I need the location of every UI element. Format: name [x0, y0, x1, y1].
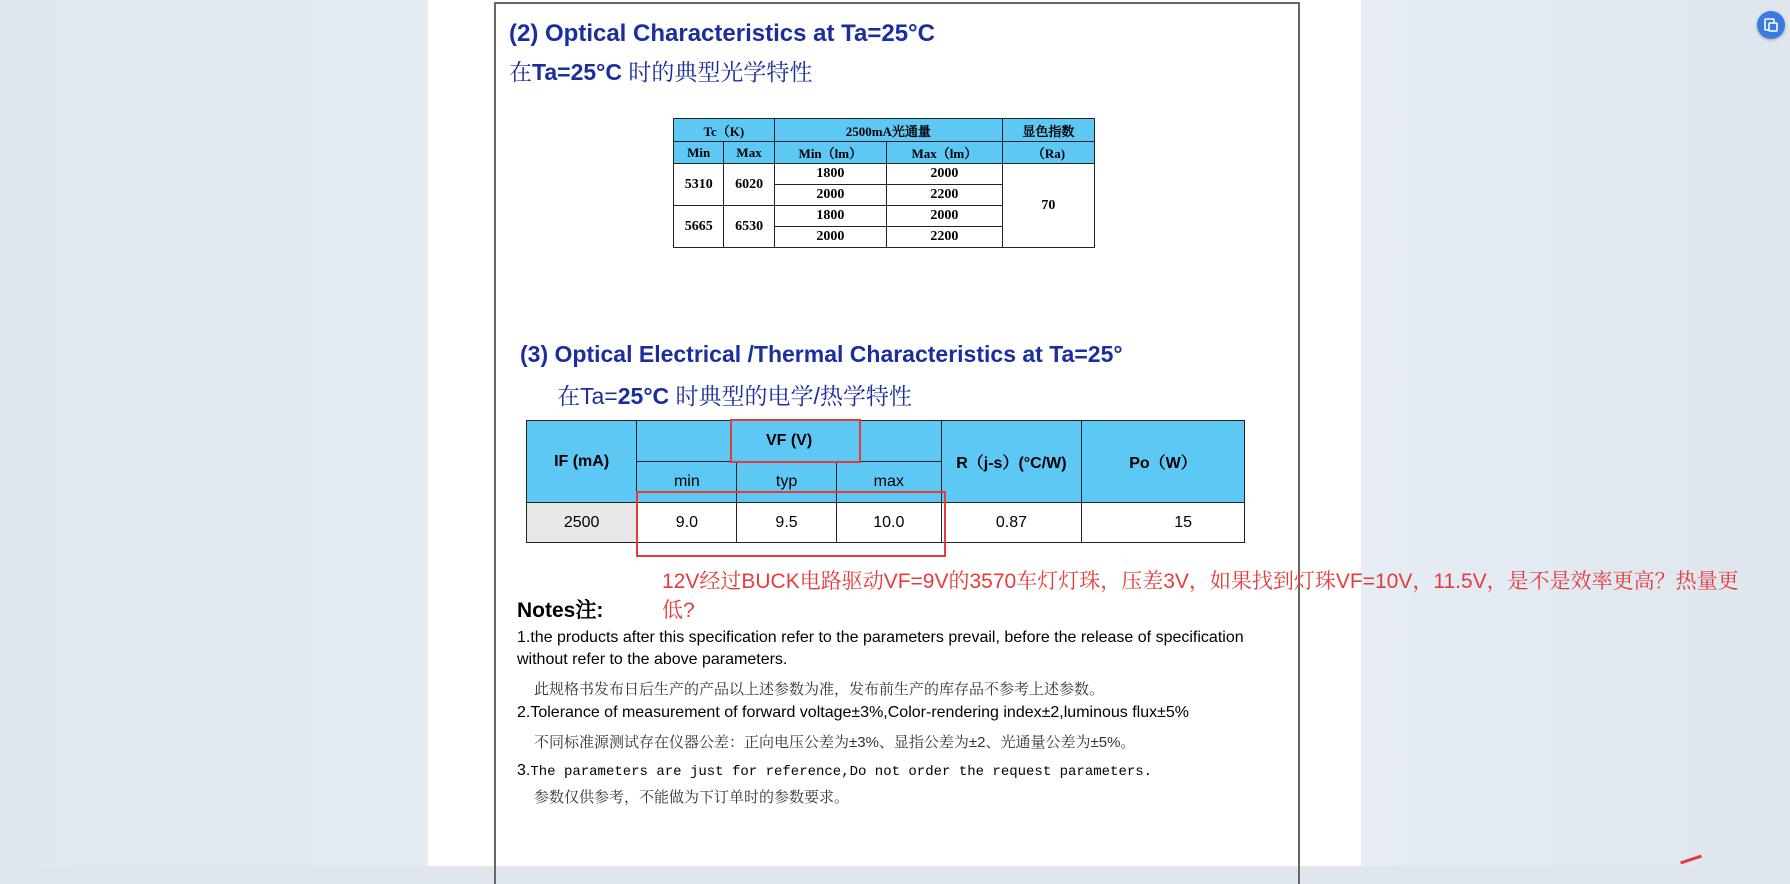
- cell-r1a-max: 2000: [886, 164, 1002, 185]
- cell-ra: 70: [1002, 164, 1094, 248]
- viewer-background-right[interactable]: [1361, 0, 1790, 866]
- th-cri: 显色指数: [1002, 119, 1094, 142]
- cell-r2a-min: 1800: [774, 206, 886, 227]
- section2-title: (2) Optical Characteristics at Ta=25°C: [509, 20, 935, 47]
- section2-subtitle: [509, 54, 812, 87]
- th-vf-min: min: [637, 462, 737, 503]
- cell-rjs: 0.87: [941, 503, 1081, 543]
- th-lm-max: Max（lm）: [886, 142, 1002, 164]
- section3-subtitle: [557, 378, 912, 411]
- annotation-box-vf: [730, 419, 861, 463]
- th-tc-max: Max: [724, 142, 774, 164]
- cell-r2b-max: 2200: [886, 227, 1002, 248]
- annotation-comment: 12V经过BUCK电路驱动VF=9V的3570车灯灯珠，压差3V，如果找到灯珠VF=10V，11.5V，是不是效率更高？热量更低?: [662, 570, 1739, 622]
- cell-r1b-max: 2200: [886, 185, 1002, 206]
- th-vf-typ: typ: [737, 462, 836, 503]
- floating-tool-icon: [1763, 17, 1779, 33]
- note-2-cn: 不同标准源测试存在仪器公差：正向电压公差为±3%、显指公差为±2、光通量公差为±5%。: [534, 734, 1136, 751]
- cell-r2b-min: 2000: [774, 227, 886, 248]
- optical-table: [673, 118, 1095, 248]
- note-1: 1.the products after this specification refer to the parameters prevail, before the release of specification without refer to the above parameters.: [517, 629, 1244, 668]
- note-2: 2.Tolerance of measurement of forward voltage±3%,Color-rendering index±2,luminous flux±5%: [517, 704, 1190, 721]
- section2-subtitle-bold: Ta=25°C: [532, 59, 622, 85]
- section3-subtitle-pre: 在Ta=: [557, 383, 618, 409]
- note-3: [517, 760, 1152, 783]
- cell-if: 2500: [527, 503, 637, 543]
- th-vf-max: max: [836, 462, 941, 503]
- th-lm-min: Min（lm）: [774, 142, 886, 164]
- notes-title: Notes注:: [517, 599, 604, 622]
- th-flux: 2500mA光通量: [774, 119, 1002, 142]
- th-po: Po（W）: [1081, 421, 1244, 503]
- cell-po: 15: [1081, 503, 1244, 543]
- viewer-background-left: [0, 0, 428, 866]
- cell-r1-tmax: 6020: [724, 164, 774, 206]
- annotation-box-values: [636, 491, 946, 557]
- cell-vf-max: 10.0: [836, 503, 941, 543]
- section3-title: (3) Optical Electrical /Thermal Characteristics at Ta=25°: [520, 341, 1123, 367]
- note-1-cn: 此规格书发布日后生产的产品以上述参数为准，发布前生产的库存品不参考上述参数。: [534, 681, 1105, 698]
- cell-r2a-max: 2000: [886, 206, 1002, 227]
- th-tc-min: Min: [674, 142, 724, 164]
- th-vf: VF (V): [637, 421, 942, 462]
- note-3-cn: 参数仅供参考，不能做为下订单时的参数要求。: [534, 789, 850, 806]
- cell-r1b-min: 2000: [774, 185, 886, 206]
- cell-r1a-min: 1800: [774, 164, 886, 185]
- note-3-text: The parameters are just for reference,Do not order the request parameters.: [530, 764, 1153, 780]
- section3-subtitle-post: 时典型的电学/热学特性: [669, 383, 912, 409]
- section3-subtitle-bold: 25°C: [617, 383, 670, 409]
- th-rjs: R（j-s）(°C/W): [941, 421, 1081, 503]
- note-3-num: 3.: [517, 762, 531, 779]
- th-tc: Tc（K): [674, 119, 775, 142]
- cell-vf-typ: 9.5: [737, 503, 836, 543]
- cell-vf-min: 9.0: [637, 503, 737, 543]
- section2-subtitle-pre: 在: [509, 59, 532, 85]
- th-if: IF (mA): [527, 421, 637, 503]
- th-ra: （Ra): [1002, 142, 1094, 164]
- cell-r2-tmin: 5665: [674, 206, 724, 248]
- floating-tool-button[interactable]: [1757, 11, 1785, 39]
- cell-r2-tmax: 6530: [724, 206, 774, 248]
- cell-r1-tmin: 5310: [674, 164, 724, 206]
- section2-subtitle-post: 时的典型光学特性: [621, 59, 813, 85]
